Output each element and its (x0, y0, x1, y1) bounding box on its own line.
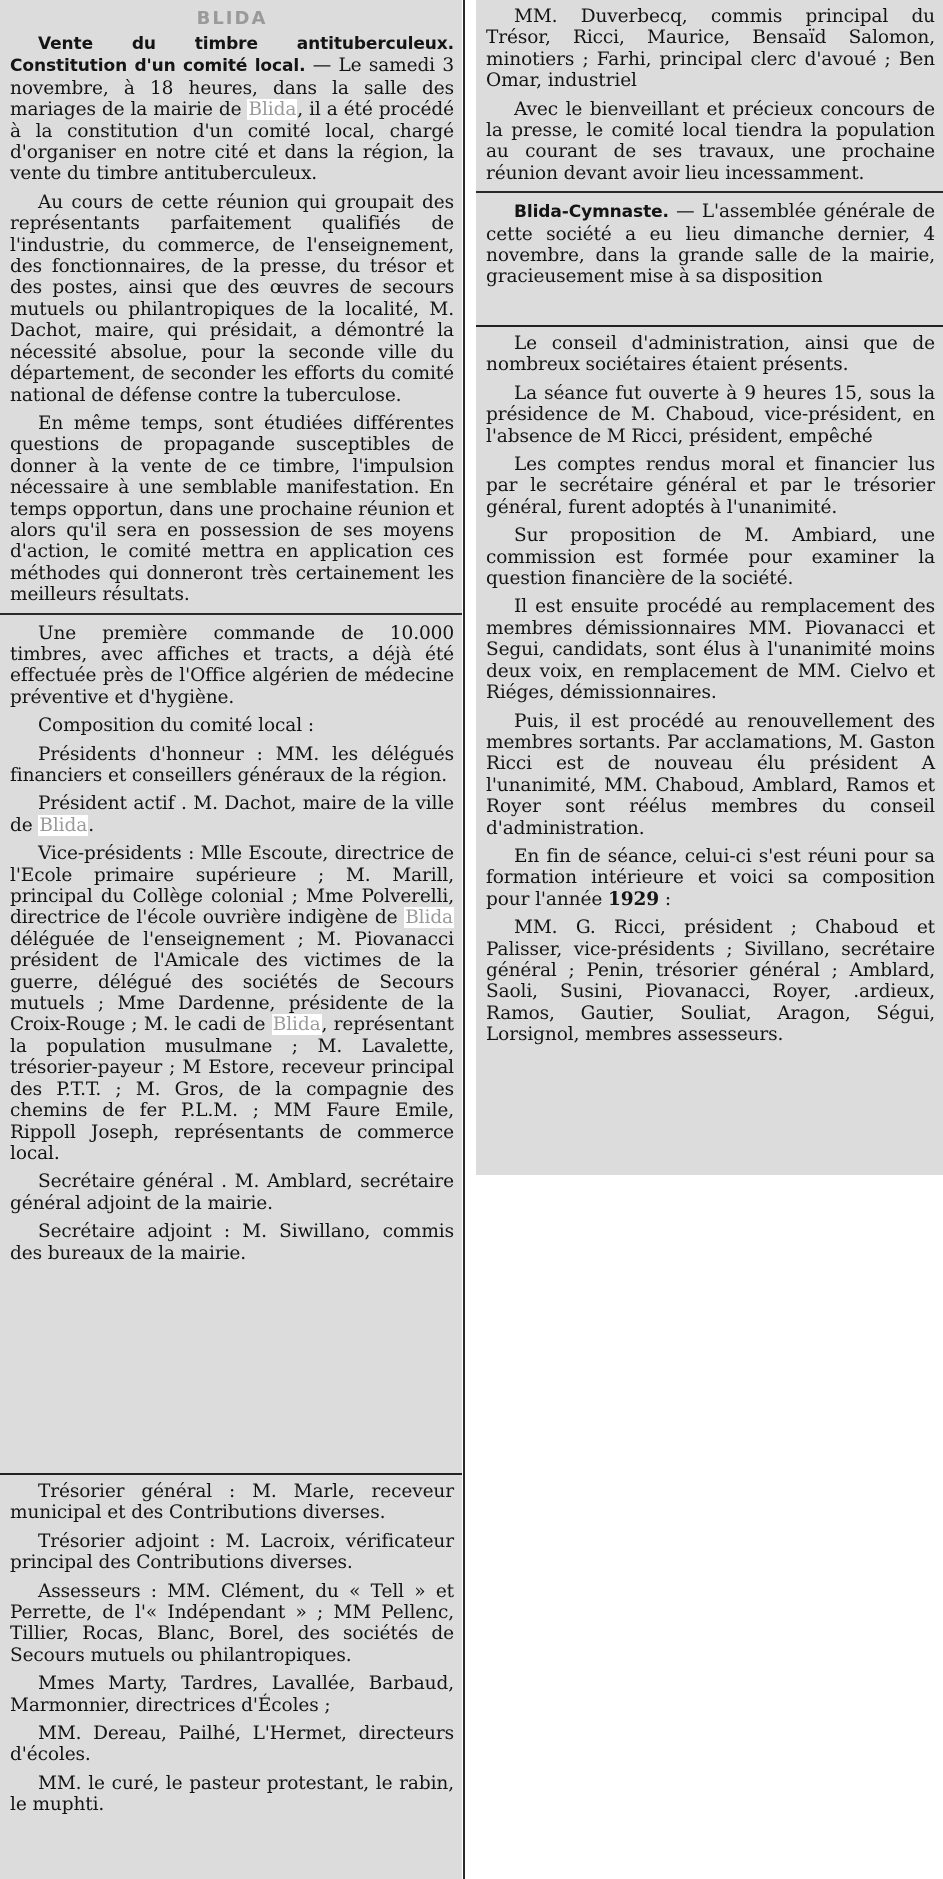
paragraph: Secrétaire général . M. Amblard, secrétaire général adjoint de la mairie. (10, 1171, 454, 1214)
paragraph: Présidents d'honneur : MM. les délégués financiers et conseillers généraux de la région. (10, 743, 454, 786)
separator (0, 613, 462, 615)
highlighted-town: Blida (39, 814, 88, 836)
article-title: Vente du timbre antituberculeux. Constitution d'un comité local. (10, 34, 454, 77)
paragraph: Vice-présidents : Mlle Escoute, directrice de l'Ecole primaire supérieure ; M. Marill, principal du Collège colonial ; Mme Polverelli, directrice de l'école ouvrière indigène de Blida déléguée de l'enseignement ; M. Piovanacci président de l'Amicale des victimes de la guerre, délégué des sociétés de Secours mutuels ; Mme Dardenne, présidente de la Croix-Rouge ; M. le cadi de Blida, représentant la population musulmane ; M. Lavalette, trésorier-payeur ; M Estore, receveur principal des P.T.T. ; M. Gros, de la compagnie des chemins de fer P.L.M. ; MM Faure Emile, Rippoll Joseph, représentants de commerce local. (10, 843, 454, 1164)
right-column-top (476, 0, 943, 325)
paragraph: MM. le curé, le pasteur protestant, le rabin, le muphti. (10, 1772, 454, 1816)
left-column-top (0, 0, 462, 1473)
article-intro: Vente du timbre antituberculeux. Constitution d'un comité local. — Le samedi 3 novembre, à 18 heures, dans la salle des mariages de la mairie de Blida, il a été procédé à la constitution d'un comité local, chargé d'organiser en notre cité et dans la région, la vente du timbre antituberculeux. (10, 34, 454, 185)
paragraph: Puis, il est procédé au renouvellement des membres sortants. Par acclamations, M. Gaston Ricci est de nouveau élu président A l'unanimité, MM. Chaboud, Amblard, Ramos et Royer sont réélus membres du conseil d'administration. (486, 710, 935, 839)
paragraph: MM. Dereau, Pailhé, L'Hermet, directeurs d'écoles. (10, 1723, 454, 1766)
right-column-bottom (476, 325, 943, 1175)
paragraph: Trésorier général : M. Marle, receveur municipal et des Contributions diverses. (10, 1481, 454, 1524)
highlighted-town: Blida (248, 99, 297, 121)
paragraph: Avec le bienveillant et précieux concours de la presse, le comité local tiendra la population au courant de ses travaux, une prochaine réunion devant avoir lieu incessamment. (486, 98, 935, 184)
section-heading: BLIDA (196, 8, 268, 29)
paragraph: Trésorier adjoint : M. Lacroix, vérificateur principal des Contributions diverses. (10, 1530, 454, 1574)
paragraph: Il est ensuite procédé au remplacement des membres démissionnaires MM. Piovanacci et Segui, candidats, sont élus à l'unanimité moins deux voix, en remplacement de MM. Cielvo et Riéges, démissionnaires. (486, 596, 935, 704)
article-title: Blida-Cymnaste. (514, 202, 669, 223)
paragraph: MM. Duverbecq, commis principal du Trésor, Ricci, Maurice, Bensaïd Salomon, minotiers ; Farhi, principal clerc d'avoué ; Ben Omar, industriel (486, 6, 935, 92)
paragraph: Les comptes rendus moral et financier lus par le secrétaire général et par le trésorier général, furent adoptés à l'unanimité. (486, 454, 935, 518)
paragraph: Assesseurs : MM. Clément, du « Tell » et Perrette, de l'« Indépendant » ; MM Pellenc, Tillier, Rocas, Blanc, Borel, des sociétés de Secours mutuels ou philantropiques. (10, 1580, 454, 1666)
paragraph: Au cours de cette réunion qui groupait des représentants parfaitement qualifiés de l'industrie, du commerce, de l'enseignement, des fonctionnaires, de la presse, du trésor et des postes, ainsi que des œuvres de secours mutuels ou philantropiques de la localité, M. Dachot, maire, qui présidait, a démontré la nécessité absolue, pour la seconde ville du département, de seconder les efforts du comité national de défense contre la tuberculose. (10, 191, 454, 406)
paragraph: En même temps, sont étudiées différentes questions de propagande susceptibles de donner à la vente de ce timbre, l'impulsion nécessaire à une semblable manifestation. En temps opportun, dans une prochaine réunion et alors qu'il sera en possession de ses moyens d'action, le comité mettra en application ces méthodes qui donneront très certainement les meilleurs résultats. (10, 412, 454, 606)
paragraph: Président actif . M. Dachot, maire de la ville de Blida. (10, 793, 454, 836)
highlighted-town: Blida (272, 1014, 321, 1036)
paragraph: En fin de séance, celui-ci s'est réuni pour sa formation intérieure et voici sa composition pour l'année 1929 : (486, 845, 935, 910)
article-intro: Blida-Cymnaste. — L'assemblée générale de cette société a eu lieu dimanche dernier, 4 novembre, dans la grande salle de la mairie, gracieusement mise à sa disposition (486, 201, 935, 288)
paragraph: MM. G. Ricci, président ; Chaboud et Palisser, vice-présidents ; Sivillano, secrétaire général ; Penin, trésorier général ; Amblard, Saoli, Susini, Piovanacci, Royer, .ardieux, Ramos, Gautier, Souliat, Aragon, Ségui, Lorsignol, membres assesseurs. (486, 917, 935, 1046)
column-divider (463, 0, 465, 1879)
year: 1929 (607, 888, 660, 910)
paragraph: Sur proposition de M. Ambiard, une commission est formée pour examiner la question financière de la société. (486, 525, 935, 590)
paragraph: Secrétaire adjoint : M. Siwillano, commis des bureaux de la mairie. (10, 1221, 454, 1264)
highlighted-town: Blida (405, 907, 453, 929)
paragraph: Une première commande de 10.000 timbres, avec affiches et tracts, a déjà été effectuée près de l'Office algérien de médecine préventive et d'hygiène. (10, 622, 454, 708)
paragraph: Mmes Marty, Tardres, Lavallée, Barbaud, Marmonnier, directrices d'Écoles ; (10, 1673, 454, 1716)
separator (476, 191, 943, 193)
left-column-bottom (0, 1473, 462, 1879)
paragraph: Composition du comité local : (38, 715, 314, 737)
paragraph: Le conseil d'administration, ainsi que de nombreux sociétaires étaient présents. (486, 333, 935, 376)
paragraph: La séance fut ouverte à 9 heures 15, sous la présidence de M. Chaboud, vice-président, en l'absence de M Ricci, président, empêché (486, 382, 935, 447)
